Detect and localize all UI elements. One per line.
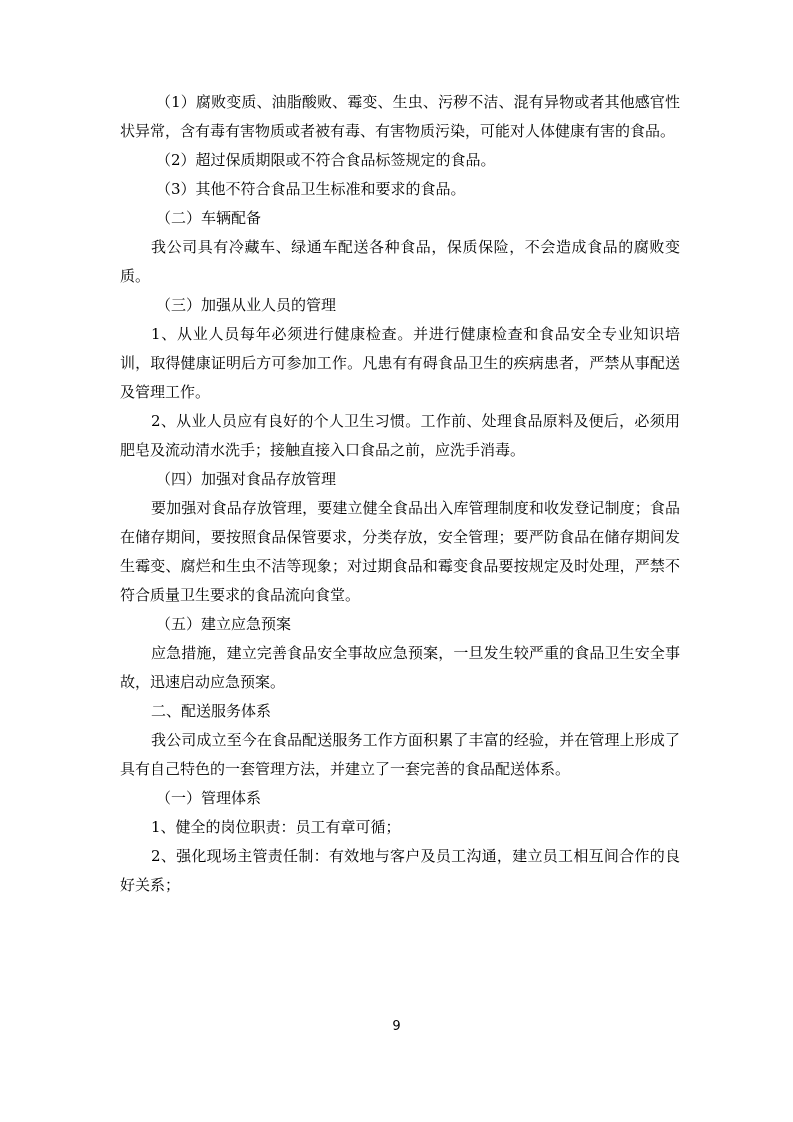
paragraph-vehicles: 我公司具有冷藏车、绿通车配送各种食品，保质保险，不会造成食品的腐败变质。 — [120, 238, 680, 285]
paragraph-item-1: （1）腐败变质、油脂酸败、霉变、生虫、污秽不洁、混有异物或者其他感官性状异常，含有毒有害物质或者被有毒、有害物质污染，可能对人体健康有害的食品。 — [120, 93, 680, 140]
section-heading-emergency: （五）建立应急预案 — [156, 615, 292, 633]
paragraph-service-system: 我公司成立至今在食品配送服务工作方面积累了丰富的经验，并在管理上形成了具有自己特色的一套管理方法，并建立了一套完善的食品配送体系。 — [120, 731, 680, 778]
chapter-heading-service-system: 二、配送服务体系 — [151, 702, 272, 720]
paragraph-emergency: 应急措施，建立完善食品安全事故应急预案，一旦发生较严重的食品卫生安全事故，迅速启动应急预案。 — [120, 644, 680, 691]
paragraph-management-1: 1、健全的岗位职责：员工有章可循； — [151, 818, 401, 836]
section-heading-storage: （四）加强对食品存放管理 — [156, 470, 337, 488]
section-heading-staff: （三）加强从业人员的管理 — [156, 296, 337, 314]
paragraph-management-2: 2、强化现场主管责任制：有效地与客户及员工沟通，建立员工相互间合作的良好关系； — [120, 847, 680, 894]
paragraph-item-3: （3）其他不符合食品卫生标准和要求的食品。 — [156, 180, 466, 198]
page-number: 9 — [392, 1019, 401, 1034]
paragraph-staff-1: 1、从业人员每年必须进行健康检查。并进行健康检查和食品安全专业知识培训，取得健康证明后方可参加工作。凡患有有碍食品卫生的疾病患者，严禁从事配送及管理工作。 — [120, 325, 680, 401]
document-body — [120, 88, 680, 900]
paragraph-item-2: （2）超过保质期限或不符合食品标签规定的食品。 — [156, 151, 496, 169]
paragraph-staff-2: 2、从业人员应有良好的个人卫生习惯。工作前、处理食品原料及便后，必须用肥皂及流动清水洗手；接触直接入口食品之前，应洗手消毒。 — [120, 412, 680, 459]
section-heading-management: （一）管理体系 — [156, 789, 262, 807]
section-heading-vehicles: （二）车辆配备 — [156, 209, 262, 227]
paragraph-storage: 要加强对食品存放管理，要建立健全食品出入库管理制度和收发登记制度；食品在储存期间，要按照食品保管要求，分类存放，安全管理；要严防食品在储存期间发生霉变、腐烂和生虫不洁等现象；对过期食品和霉变食品要按规定及时处理，严禁不符合质量卫生要求的食品流向食堂。 — [120, 499, 680, 604]
